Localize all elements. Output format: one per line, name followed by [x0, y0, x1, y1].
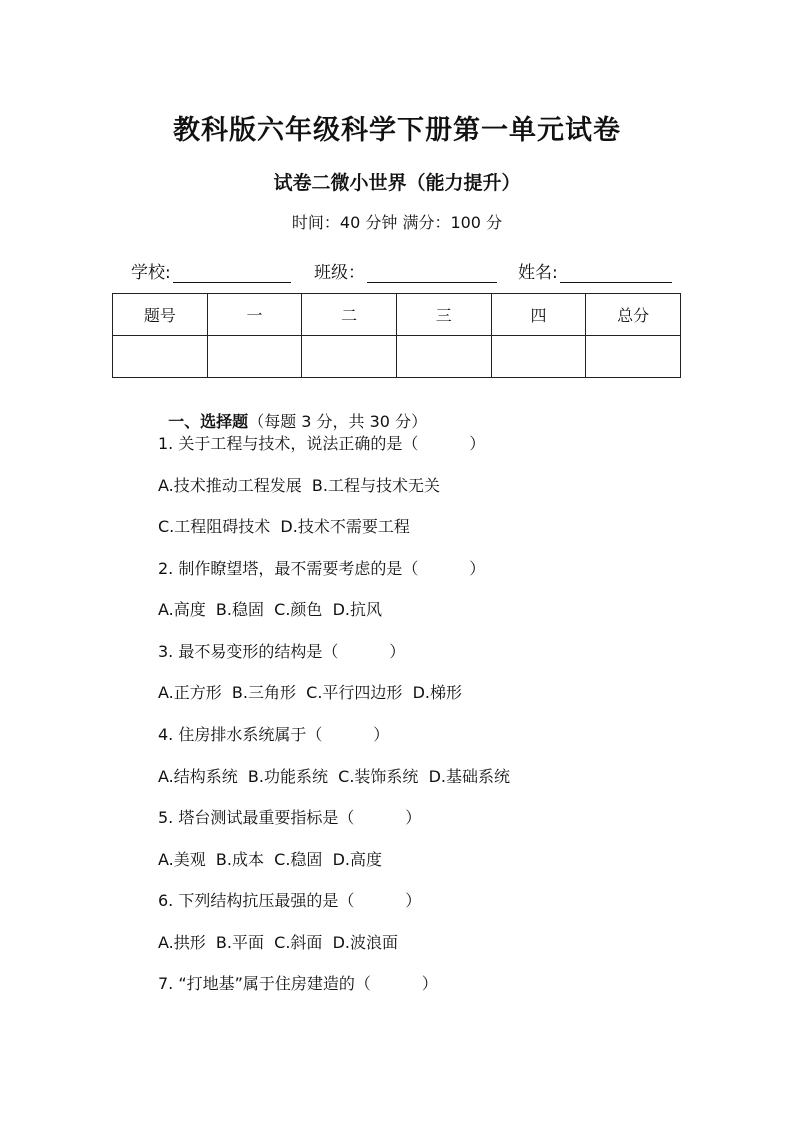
question-options: A.拱形 B.平面 C.斜面 D.波浪面 [158, 933, 398, 952]
school-label: 学校: [131, 263, 171, 283]
question-options: A.正方形 B.三角形 C.平行四边形 D.梯形 [158, 683, 462, 702]
score-header-cell: 题号 [113, 294, 208, 336]
score-header-cell: 四 [491, 294, 586, 336]
score-value-cell[interactable] [302, 336, 397, 378]
score-value-cell[interactable] [207, 336, 302, 378]
class-blank[interactable] [367, 264, 497, 283]
question-text: 6. 下列结构抗压最强的是（ ） [158, 891, 422, 910]
section-heading [158, 390, 427, 432]
name-field[interactable] [518, 258, 672, 283]
school-blank[interactable] [173, 264, 291, 283]
student-info-fields [0, 258, 794, 282]
name-label: 姓名: [518, 263, 558, 283]
question-options: A.技术推动工程发展 B.工程与技术无关 [158, 476, 440, 495]
name-blank[interactable] [560, 264, 672, 283]
exam-subtitle: 试卷二微小世界（能力提升） [273, 172, 521, 194]
question-text: 3. 最不易变形的结构是（ ） [158, 642, 406, 661]
score-table-header-row [113, 294, 681, 336]
question-text: 4. 住房排水系统属于（ ） [158, 725, 390, 744]
score-header-cell: 二 [302, 294, 397, 336]
question-text: 2. 制作瞭望塔，最不需要考虑的是（ ） [158, 559, 486, 578]
class-field[interactable] [314, 258, 497, 283]
section-note: （每题 3 分，共 30 分） [248, 412, 428, 431]
score-value-cell[interactable] [586, 336, 681, 378]
score-table [112, 293, 681, 378]
score-header-cell: 总分 [586, 294, 681, 336]
question-options: A.结构系统 B.功能系统 C.装饰系统 D.基础系统 [158, 767, 510, 786]
exam-title: 教科版六年级科学下册第一单元试卷 [173, 115, 621, 146]
score-header-cell: 三 [396, 294, 491, 336]
score-table-value-row [113, 336, 681, 378]
question-options: A.高度 B.稳固 C.颜色 D.抗风 [158, 600, 382, 619]
score-value-cell[interactable] [113, 336, 208, 378]
question-options: C.工程阻碍技术 D.技术不需要工程 [158, 517, 410, 536]
section-title: 一、选择题 [168, 412, 249, 431]
exam-time-score: 时间：40 分钟 满分：100 分 [291, 213, 503, 232]
school-field[interactable] [131, 258, 291, 283]
question-text: 1. 关于工程与技术，说法正确的是（ ） [158, 434, 486, 453]
question-text: 7. “打地基”属于住房建造的（ ） [158, 974, 438, 993]
score-header-cell: 一 [207, 294, 302, 336]
score-value-cell[interactable] [396, 336, 491, 378]
class-label: 班级： [314, 263, 365, 283]
question-text: 5. 塔台测试最重要指标是（ ） [158, 808, 422, 827]
question-options: A.美观 B.成本 C.稳固 D.高度 [158, 850, 382, 869]
score-value-cell[interactable] [491, 336, 586, 378]
